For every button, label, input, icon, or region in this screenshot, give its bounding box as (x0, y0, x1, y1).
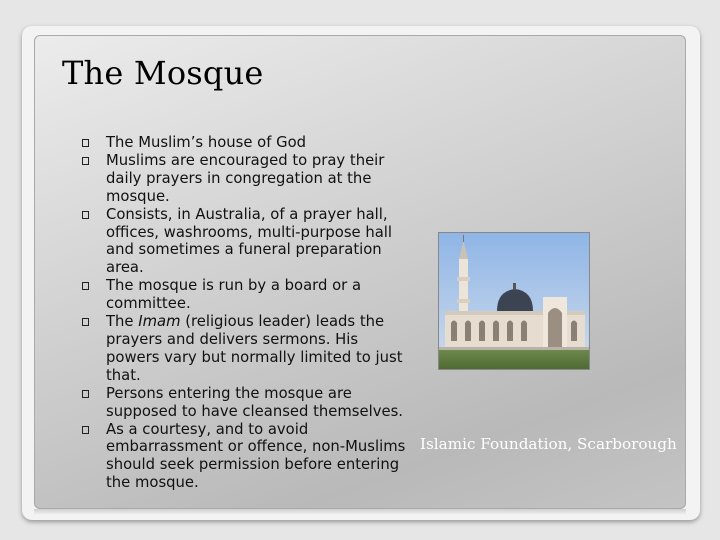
bullet-text-post: (religious leader) leads the prayers and delivers sermons. His powers vary but normally limited to just that. (106, 313, 403, 384)
slide-shadow (34, 509, 686, 515)
slide-title: The Mosque (62, 54, 264, 92)
bullet-text: The Muslim’s house of God (106, 134, 307, 151)
bullet-item (78, 134, 408, 152)
checkbox-bullet-icon (82, 211, 89, 219)
bullet-text: Muslims are encouraged to pray their daily prayers in congregation at the mosque. (106, 151, 385, 205)
bullet-text-emphasis: Imam (138, 313, 181, 331)
checkbox-bullet-icon (82, 139, 89, 147)
bullet-item (78, 385, 408, 421)
bullet-list (78, 134, 408, 492)
bullet-text: Consists, in Australia, of a prayer hall, offices, washrooms, multi-purpose hall and sometimes a funeral preparation area. (106, 205, 393, 277)
bullet-text: The mosque is run by a board or a committee. (106, 277, 362, 313)
checkbox-bullet-icon (82, 426, 89, 434)
bullet-item (78, 421, 408, 493)
bullet-text: Persons entering the mosque are supposed to have cleansed themselves. (106, 384, 403, 420)
bullet-text-pre: The (106, 313, 139, 331)
photo-caption: Islamic Foundation, Scarborough (420, 435, 677, 453)
bullet-item (78, 152, 408, 206)
mosque-photo (438, 232, 590, 370)
bullet-item (78, 313, 408, 385)
checkbox-bullet-icon (82, 157, 89, 165)
bullet-item (78, 277, 408, 313)
checkbox-bullet-icon (82, 282, 89, 290)
bullet-item (78, 206, 408, 278)
bullet-text: As a courtesy, and to avoid embarrassment or offence, non-Muslims should seek permission before entering the mosque. (106, 420, 406, 492)
checkbox-bullet-icon (82, 390, 89, 398)
checkbox-bullet-icon (82, 318, 89, 326)
